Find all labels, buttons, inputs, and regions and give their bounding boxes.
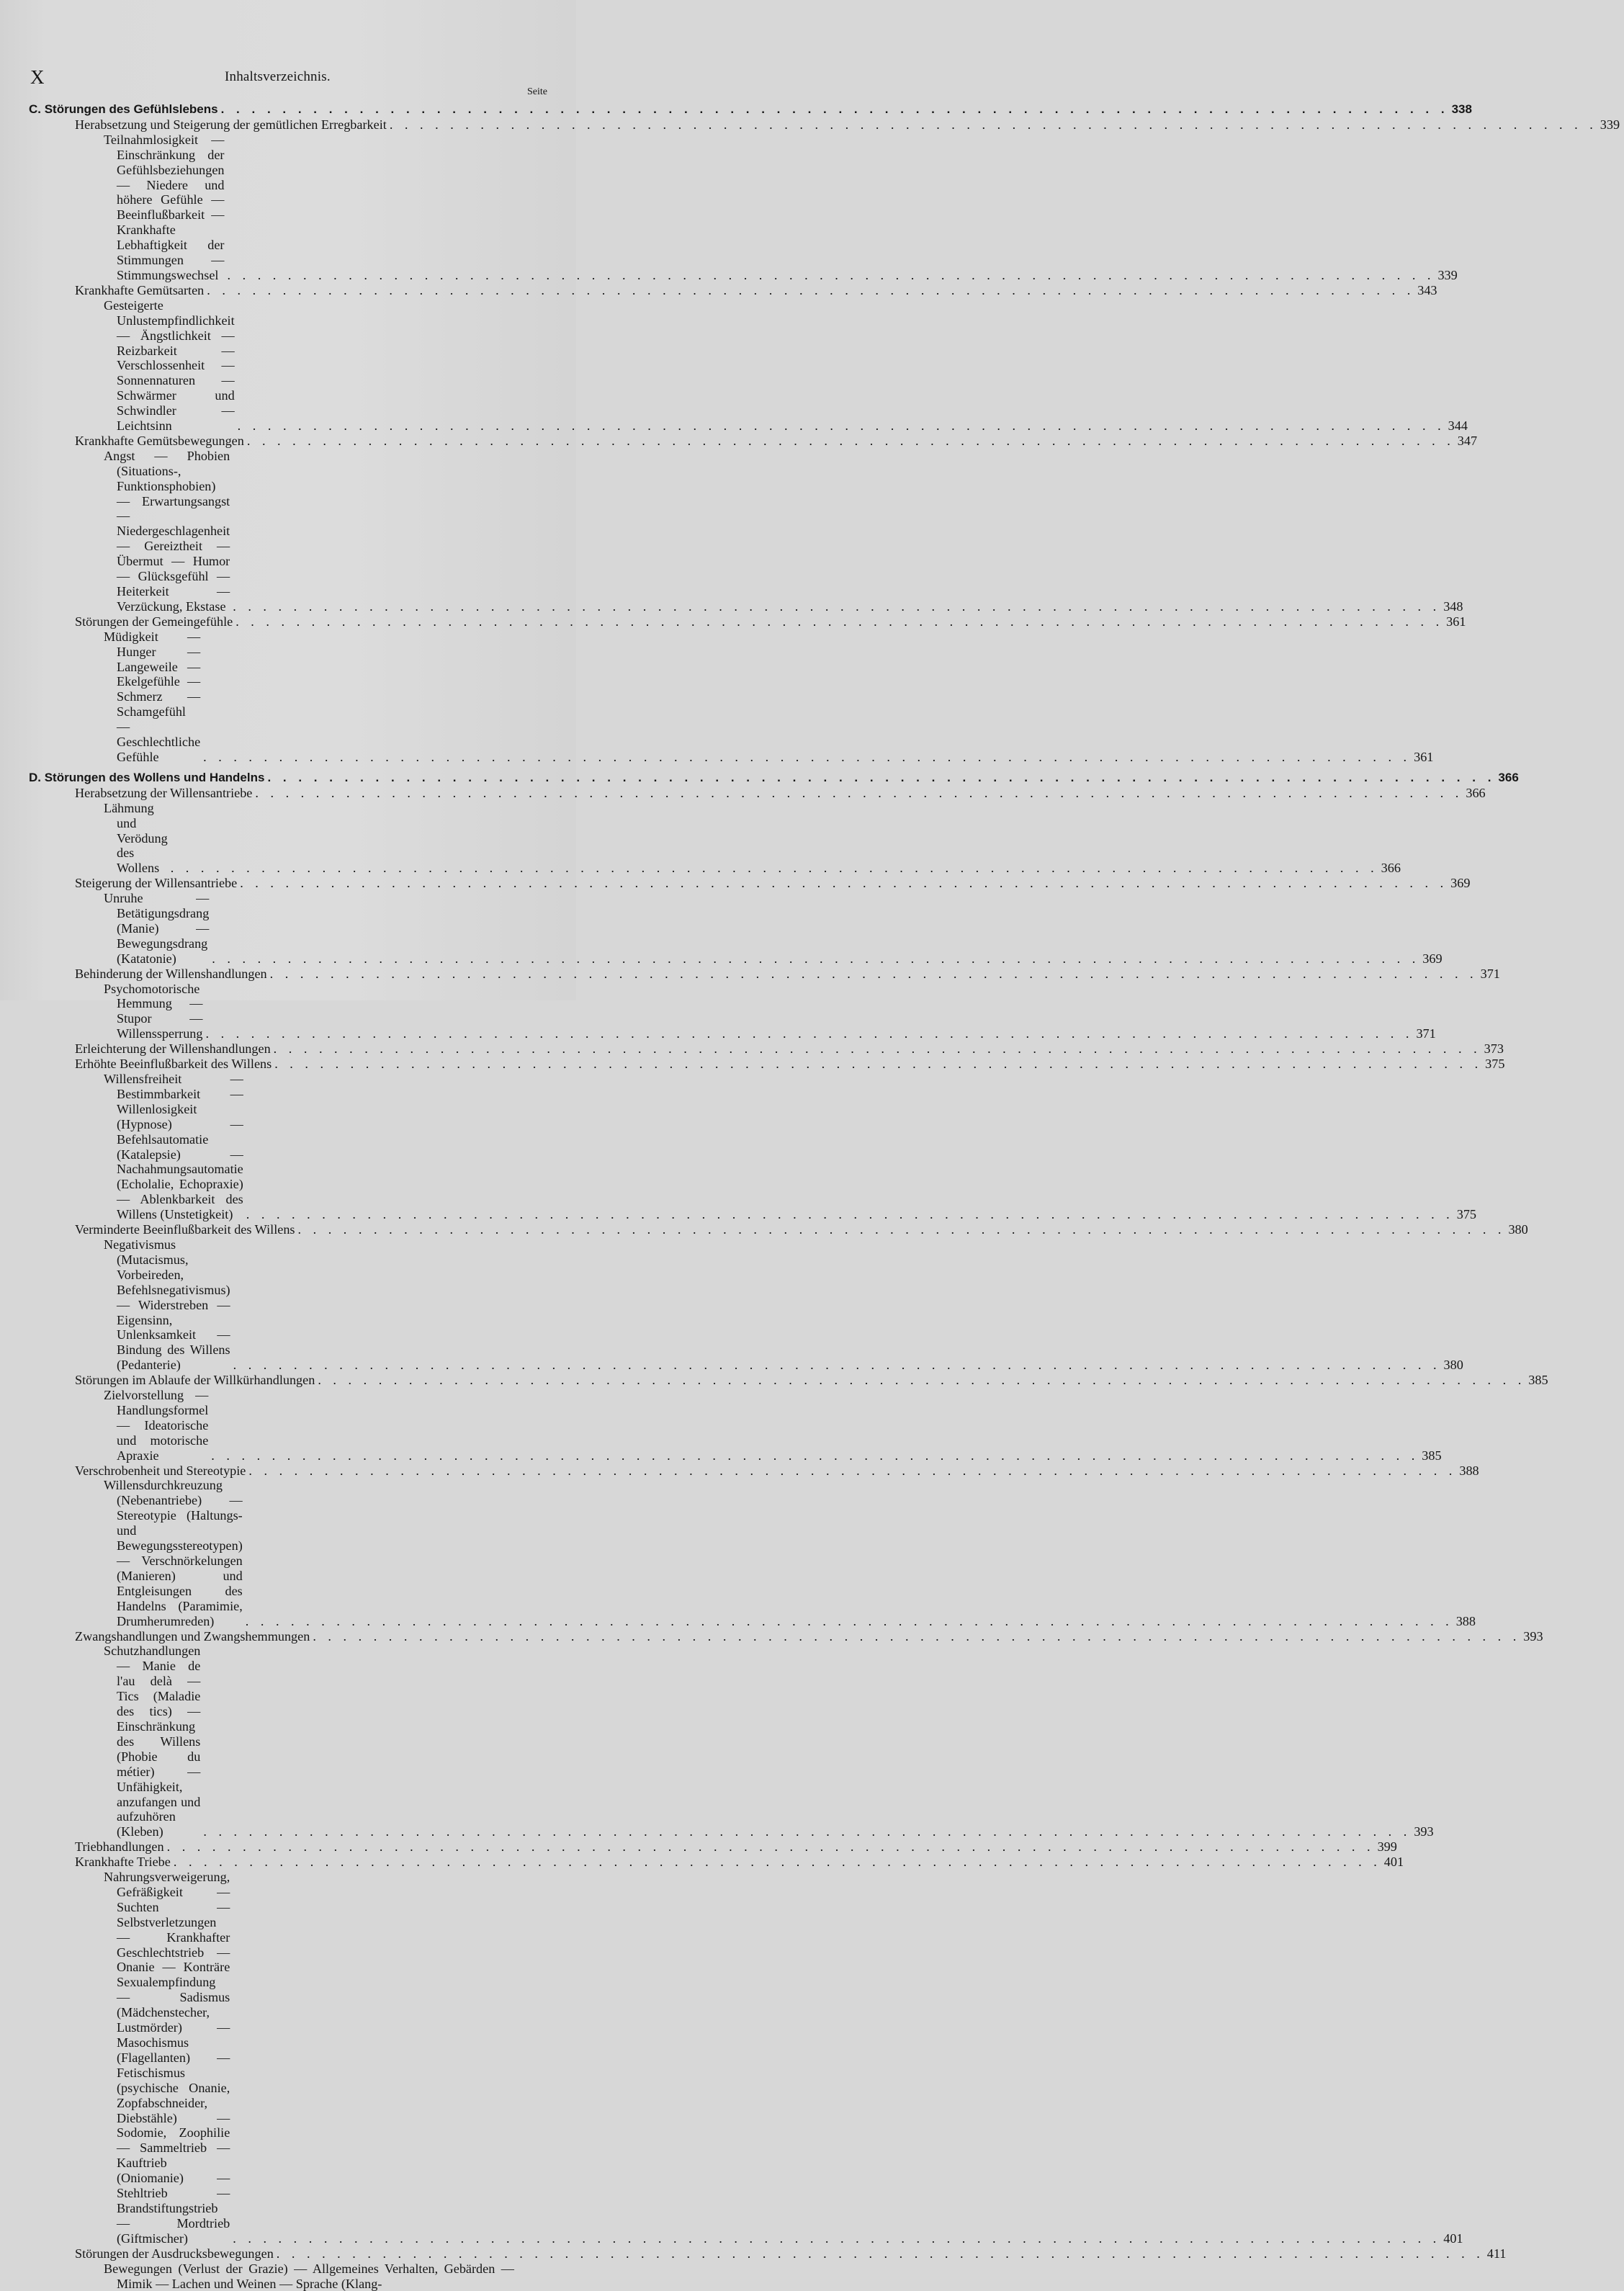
toc-entry-text: Krankhafte Triebe: [75, 1855, 171, 1870]
toc-entry-text: Nahrungsverweigerung, Gefräßigkeit — Suchten — Selbstverletzungen — Krankhafter Geschlechtstrieb — Onanie — Konträre Sexualempfindung — Sadismus (Mädchenstecher, Lustmörder) — Masochismus (Flagellanten) — Fetischismus (psychische Onanie, Zopfabschneider, Diebstähle) — Sodomie, Zoophilie — Sammeltrieb — Kauftrieb (Oniomanie) — Stehltrieb — Brandstiftungstrieb — Mordtrieb (Giftmischer): [104, 1870, 230, 2246]
toc-entry: [29, 433, 1478, 449]
toc-page-number: 369: [1422, 951, 1443, 966]
dot-leader: . . . . . . . . . . . . . . . . . . . . . . . . . . . . . . . . . . . . . . . . . . . . . . . . . . . . . . . . . . . . . . . . . . . . . . . . . . . . . . . .: [297, 1222, 1506, 1237]
dot-leader: . . . . . . . . . . . . . . . . . . . . . . . . . . . . . . . . . . . . . . . . . . . . . . . . . . . . . . . . . . . . . . . . . . . . . . . . . . . . . . . .: [211, 1448, 1419, 1463]
toc-entry: [29, 1222, 1528, 1237]
toc-entry: [29, 1644, 1434, 1839]
toc-entry: [29, 132, 1458, 283]
toc-entry-text: Störungen im Ablaufe der Willkürhandlungen: [75, 1373, 315, 1388]
toc-page-number: 393: [1523, 1628, 1543, 1644]
toc-entry-text: Herabsetzung der Willensantriebe: [75, 785, 253, 800]
toc-page-number: 385: [1422, 1448, 1442, 1463]
section-gap: [29, 765, 547, 771]
toc-entry-text: Psychomotorische Hemmung — Stupor — Willenssperrung: [104, 981, 203, 1041]
toc-page-number: 369: [1450, 876, 1471, 891]
dot-leader: . . . . . . . . . . . . . . . . . . . . . . . . . . . . . . . . . . . . . . . . . . . . . . . . . . . . . . . . . . . . . . . . . . . . . . . . . . . . . . . .: [233, 1358, 1441, 1373]
toc-page-number: 361: [1414, 749, 1434, 764]
toc-page-number: 344: [1448, 418, 1468, 434]
toc-entry-text: Willensfreiheit — Bestimmbarkeit — Willenlosigkeit (Hypnose) — Befehlsautomatie (Katalepsie) — Nachahmungsautomatie (Echolalie, Echopraxie) — Ablenkbarkeit des Willens (Unstetigkeit): [104, 1072, 243, 1222]
toc-page-number: 339: [1600, 117, 1620, 132]
toc-entry-text: Angst — Phobien (Situations-, Funktionsphobien) — Erwartungsangst — Niedergeschlagenheit — Gereiztheit — Übermut — Humor — Glücksgefühl — Heiterkeit — Verzückung, Ekstase: [104, 448, 230, 614]
toc-entry-text: Störungen der Ausdrucksbewegungen: [75, 2246, 274, 2261]
toc-entry: [29, 891, 1443, 967]
toc-entry: [29, 282, 1437, 298]
toc-entry-text: Verschrobenheit und Stereotypie: [75, 1463, 246, 1478]
toc-page-number: 380: [1443, 1358, 1463, 1373]
toc-entry-text: Krankhafte Gemütsarten: [75, 282, 205, 297]
roman-page-number: X: [30, 66, 45, 88]
toc-entry: [29, 614, 1466, 629]
toc-entry: [29, 1388, 1442, 1463]
toc-entry: [29, 629, 1434, 765]
dot-leader: . . . . . . . . . . . . . . . . . . . . . . . . . . . . . . . . . . . . . . . . . . . . . . . . . . . . . . . . . . . . . . . . . . . . . . . . . . . . . . . .: [205, 1026, 1414, 1041]
toc-page-number: 411: [1486, 2246, 1507, 2261]
toc-page-number: 399: [1377, 1839, 1397, 1855]
toc-page-number: 375: [1485, 1057, 1505, 1072]
toc-entry-text: Behinderung der Willenshandlungen: [75, 966, 267, 981]
toc-entry-text: Krankhafte Gemütsbewegungen: [75, 433, 244, 448]
toc-page-number: 388: [1455, 1613, 1476, 1628]
page-column-label: Seite: [527, 86, 547, 97]
dot-leader: . . . . . . . . . . . . . . . . . . . . . . . . . . . . . . . . . . . . . . . . . . . . . . . . . . . . . . . . . . . . . . . . . . . . . . . . . . . . . . . .: [220, 102, 1449, 116]
toc-entry: [29, 1237, 1463, 1373]
dot-leader: . . . . . . . . . . . . . . . . . . . . . . . . . . . . . . . . . . . . . . . . . . . . . . . . . . . . . . . . . . . . . . . . . . . . . . . . . . . . . . . .: [203, 749, 1412, 764]
toc-entry-text: D. Störungen des Wollens und Handelns: [29, 770, 265, 784]
dot-leader: . . . . . . . . . . . . . . . . . . . . . . . . . . . . . . . . . . . . . . . . . . . . . . . . . . . . . . . . . . . . . . . . . . . . . . . . . . . . . . . .: [245, 1613, 1453, 1628]
toc-entry: [29, 966, 1500, 982]
toc-entry-text: Schutzhandlungen — Manie de l'au delà — Tics (Maladie des tics) — Einschränkung des Willens (Phobie du métier) — Unfähigkeit, anzufangen und aufzuhören (Kleben): [104, 1644, 201, 1839]
toc-entry-text: Störungen der Gemeingefühle: [75, 614, 233, 629]
toc-entry-text: Bewegungen (Verlust der Grazie) — Allgemeines Verhalten, Gebärden — Mimik — Lachen und Weinen — Sprache (Klang-: [104, 2261, 514, 2291]
toc-page-number: 361: [1446, 614, 1466, 629]
dot-leader: . . . . . . . . . . . . . . . . . . . . . . . . . . . . . . . . . . . . . . . . . . . . . . . . . . . . . . . . . . . . . . . . . . . . . . . . . . . . . . . .: [318, 1373, 1526, 1388]
toc-entry: [29, 1839, 1397, 1855]
dot-leader: . . . . . . . . . . . . . . . . . . . . . . . . . . . . . . . . . . . . . . . . . . . . . . . . . . . . . . . . . . . . . . . . . . . . . . . . . . . . . . . .: [240, 876, 1448, 891]
page-header: [29, 66, 547, 91]
toc-entry: [29, 800, 1401, 877]
dot-leader: . . . . . . . . . . . . . . . . . . . . . . . . . . . . . . . . . . . . . . . . . . . . . . . . . . . . . . . . . . . . . . . . . . . . . . . . . . . . . . . .: [255, 785, 1463, 800]
toc-entry: [29, 1072, 1476, 1222]
dot-leader: . . . . . . . . . . . . . . . . . . . . . . . . . . . . . . . . . . . . . . . . . . . . . . . . . . . . . . . . . . . . . . . . . . . . . . . . . . . . . . . .: [207, 282, 1415, 297]
toc-entry: [29, 1057, 1505, 1072]
toc-entry: [29, 1628, 1543, 1644]
toc-entry: [29, 117, 1620, 133]
dot-leader: . . . . . . . . . . . . . . . . . . . . . . . . . . . . . . . . . . . . . . . . . . . . . . . . . . . . . . . . . . . . . . . . . . . . . . . . . . . . . . . .: [269, 966, 1478, 981]
toc-entry-text: Lähmung und Verödung des Wollens: [104, 800, 168, 876]
dot-leader: . . . . . . . . . . . . . . . . . . . . . . . . . . . . . . . . . . . . . . . . . . . . . . . . . . . . . . . . . . . . . . . . . . . . . . . . . . . . . . . .: [274, 1057, 1483, 1072]
dot-leader: . . . . . . . . . . . . . . . . . . . . . . . . . . . . . . . . . . . . . . . . . . . . . . . . . . . . . . . . . . . . . . . . . . . . . . . . . . . . . . . .: [273, 1041, 1481, 1057]
toc-entry-text: Müdigkeit — Hunger — Langeweile — Ekelgefühle — Schmerz — Schamgefühl — Geschlechtliche Gefühle: [104, 629, 201, 764]
toc-entry-text: Willensdurchkreuzung (Nebenantriebe) — Stereotypie (Haltungs- und Bewegungsstereotypen) — Verschnörkelungen (Manieren) und Entgleisungen des Handelns (Paramimie, Drumherumreden): [104, 1478, 243, 1628]
dot-leader: . . . . . . . . . . . . . . . . . . . . . . . . . . . . . . . . . . . . . . . . . . . . . . . . . . . . . . . . . . . . . . . . . . . . . . . . . . . . . . . .: [235, 614, 1444, 629]
toc-entry-text: Verminderte Beeinflußbarkeit des Willens: [75, 1222, 295, 1237]
toc-section-heading: [29, 770, 1519, 786]
toc-page-number: 380: [1508, 1222, 1528, 1237]
toc-page-number: 393: [1414, 1824, 1434, 1839]
toc-page-number: 373: [1484, 1041, 1504, 1057]
toc-entry-text: C. Störungen des Gefühlslebens: [29, 102, 218, 116]
dot-leader: . . . . . . . . . . . . . . . . . . . . . . . . . . . . . . . . . . . . . . . . . . . . . . . . . . . . . . . . . . . . . . . . . . . . . . . . . . . . . . . .: [212, 951, 1420, 966]
toc-entry: [29, 1870, 1463, 2246]
toc-page-number: 338: [1451, 102, 1472, 116]
toc-page-number: 385: [1528, 1373, 1548, 1388]
table-of-contents: [29, 102, 1620, 2291]
toc-entry-text: Zielvorstellung — Handlungsformel — Ideatorische und motorische Apraxie: [104, 1388, 209, 1463]
dot-leader: . . . . . . . . . . . . . . . . . . . . . . . . . . . . . . . . . . . . . . . . . . . . . . . . . . . . . . . . . . . . . . . . . . . . . . . . . . . . . . . .: [246, 433, 1455, 448]
toc-entry-text: Gesteigerte Unlustempfindlichkeit — Ängstlichkeit — Reizbarkeit — Verschlossenheit — Sonnennaturen — Schwärmer und Schwindler — Leichtsinn: [104, 297, 235, 434]
toc-entry-text: Herabsetzung und Steigerung der gemütlichen Erregbarkeit: [75, 117, 387, 132]
dot-leader: . . . . . . . . . . . . . . . . . . . . . . . . . . . . . . . . . . . . . . . . . . . . . . . . . . . . . . . . . . . . . . . . . . . . . . . . . . . . . . . .: [267, 770, 1496, 784]
dot-leader: . . . . . . . . . . . . . . . . . . . . . . . . . . . . . . . . . . . . . . . . . . . . . . . . . . . . . . . . . . . . . . . . . . . . . . . . . . . . . . . .: [233, 598, 1441, 614]
toc-page-number: 348: [1443, 598, 1463, 614]
toc-page-number: 375: [1456, 1207, 1476, 1222]
toc-page-number: 366: [1381, 861, 1401, 876]
toc-entry: [29, 785, 1486, 801]
dot-leader: . . . . . . . . . . . . . . . . . . . . . . . . . . . . . . . . . . . . . . . . . . . . . . . . . . . . . . . . . . . . . . . . . . . . . . . . . . . . . . . .: [227, 267, 1435, 282]
toc-page-number: 401: [1443, 2231, 1463, 2246]
toc-entry-text: Zwangshandlungen und Zwangshemmungen: [75, 1628, 310, 1644]
dot-leader: . . . . . . . . . . . . . . . . . . . . . . . . . . . . . . . . . . . . . . . . . . . . . . . . . . . . . . . . . . . . . . . . . . . . . . . . . . . . . . . .: [276, 2246, 1484, 2261]
dot-leader: . . . . . . . . . . . . . . . . . . . . . . . . . . . . . . . . . . . . . . . . . . . . . . . . . . . . . . . . . . . . . . . . . . . . . . . . . . . . . . . .: [389, 117, 1597, 132]
dot-leader: . . . . . . . . . . . . . . . . . . . . . . . . . . . . . . . . . . . . . . . . . . . . . . . . . . . . . . . . . . . . . . . . . . . . . . . . . . . . . . . .: [246, 1207, 1454, 1222]
toc-entry: [29, 448, 1463, 614]
toc-entry: [29, 2261, 547, 2291]
toc-page-number: 371: [1416, 1026, 1436, 1041]
toc-entry: [29, 1041, 1504, 1057]
toc-entry-text: Unruhe — Betätigungsdrang (Manie) — Bewegungsdrang (Katatonie): [104, 891, 210, 966]
toc-page-number: 347: [1457, 433, 1478, 448]
dot-leader: . . . . . . . . . . . . . . . . . . . . . . . . . . . . . . . . . . . . . . . . . . . . . . . . . . . . . . . . . . . . . . . . . . . . . . . . . . . . . . . .: [237, 418, 1445, 434]
toc-entry: [29, 981, 1436, 1042]
dot-leader: . . . . . . . . . . . . . . . . . . . . . . . . . . . . . . . . . . . . . . . . . . . . . . . . . . . . . . . . . . . . . . . . . . . . . . . . . . . . . . . .: [166, 1839, 1375, 1855]
toc-section-heading: [29, 102, 1472, 117]
toc-entry-text: Teilnahmlosigkeit — Einschränkung der Gefühlsbeziehungen — Niedere und höhere Gefühle — Beeinflußbarkeit — Krankhafte Lebhaftigkeit der Stimmungen — Stimmungswechsel: [104, 132, 225, 282]
toc-entry-text: Negativismus (Mutacismus, Vorbeireden, Befehlsnegativismus) — Widerstreben — Eigensinn, Unlenksamkeit — Bindung des Willens (Pedanterie): [104, 1237, 230, 1373]
toc-entry-text: Erleichterung der Willenshandlungen: [75, 1041, 271, 1057]
toc-page-number: 371: [1480, 966, 1500, 981]
toc-entry-text: Steigerung der Willensantriebe: [75, 876, 238, 891]
dot-leader: . . . . . . . . . . . . . . . . . . . . . . . . . . . . . . . . . . . . . . . . . . . . . . . . . . . . . . . . . . . . . . . . . . . . . . . . . . . . . . . .: [248, 1463, 1457, 1478]
toc-entry: [29, 297, 1468, 434]
toc-page-number: 343: [1417, 282, 1437, 297]
toc-entry: [29, 1855, 1404, 1870]
toc-page-number: 401: [1383, 1855, 1404, 1870]
dot-leader: . . . . . . . . . . . . . . . . . . . . . . . . . . . . . . . . . . . . . . . . . . . . . . . . . . . . . . . . . . . . . . . . . . . . . . . . . . . . . . . .: [233, 2231, 1441, 2246]
toc-entry: [29, 1373, 1548, 1388]
toc-page-number: 339: [1437, 267, 1458, 282]
toc-entry-text: Triebhandlungen: [75, 1839, 164, 1855]
toc-page-number: 388: [1459, 1463, 1479, 1478]
toc-entry-text: Erhöhte Beeinflußbarkeit des Willens: [75, 1057, 272, 1072]
dot-leader: . . . . . . . . . . . . . . . . . . . . . . . . . . . . . . . . . . . . . . . . . . . . . . . . . . . . . . . . . . . . . . . . . . . . . . . . . . . . . . . .: [173, 1855, 1381, 1870]
toc-page-number: 366: [1498, 770, 1519, 784]
toc-entry: [29, 2246, 1507, 2261]
toc-entry: [29, 876, 1471, 891]
toc-page-number: 366: [1466, 785, 1486, 800]
dot-leader: . . . . . . . . . . . . . . . . . . . . . . . . . . . . . . . . . . . . . . . . . . . . . . . . . . . . . . . . . . . . . . . . . . . . . . . . . . . . . . . .: [313, 1628, 1521, 1644]
running-title: Inhaltsverzeichnis.: [225, 69, 331, 84]
dot-leader: . . . . . . . . . . . . . . . . . . . . . . . . . . . . . . . . . . . . . . . . . . . . . . . . . . . . . . . . . . . . . . . . . . . . . . . . . . . . . . . .: [203, 1824, 1412, 1839]
dot-leader: . . . . . . . . . . . . . . . . . . . . . . . . . . . . . . . . . . . . . . . . . . . . . . . . . . . . . . . . . . . . . . . . . . . . . . . . . . . . . . . .: [170, 861, 1378, 876]
toc-entry: [29, 1478, 1476, 1628]
toc-entry: [29, 1463, 1479, 1479]
